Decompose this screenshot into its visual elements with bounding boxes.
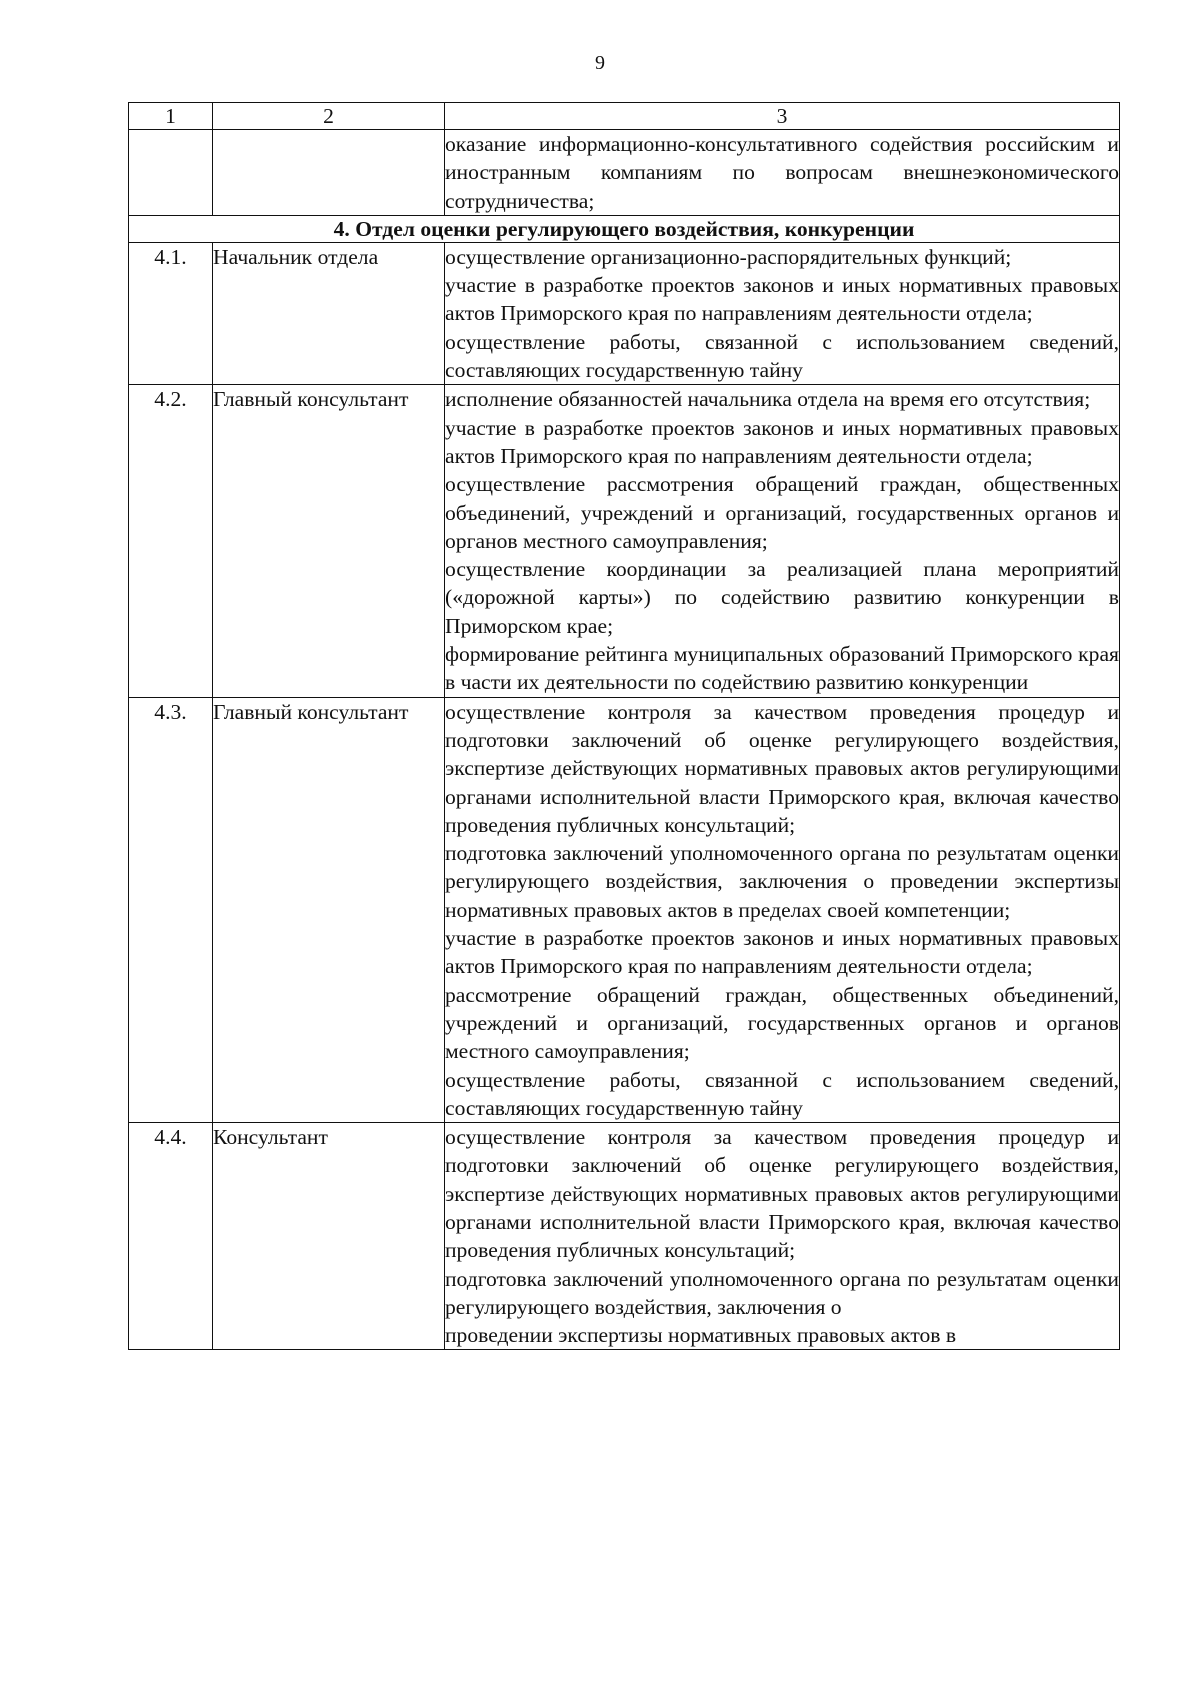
table-row <box>129 385 1120 697</box>
duty-item: оказание информационно-консультативного содействия российским и иностранным компаниям по вопросам внешнеэкономического сотрудничества; <box>445 132 1119 213</box>
table-row <box>129 1123 1120 1350</box>
duty-item: участие в разработке проектов законов и иных нормативных правовых актов Приморского края по направлениям деятельности отдела; <box>445 926 1119 979</box>
duty-item: осуществление работы, связанной с использованием сведений, составляющих государственную тайну <box>445 329 1119 383</box>
continuation-duties-cell <box>445 130 1120 216</box>
continuation-position-cell <box>213 130 445 216</box>
duty-item: подготовка заключений уполномоченного органа по результатам оценки регулирующего воздействия, заключения о проведении экспертизы нормативных правовых актов в пределах своей компетенции; <box>445 841 1119 922</box>
table-row <box>129 242 1120 384</box>
row-duties <box>445 1123 1120 1350</box>
continuation-number-cell <box>129 130 213 216</box>
header-cell-number: 1 <box>129 103 213 130</box>
duty-item: осуществление работы, связанной с использованием сведений, составляющих государственную тайну <box>445 1067 1119 1120</box>
duty-item: осуществление контроля за качеством проведения процедур и подготовки заключений об оценке регулирующего воздействия, экспертизе действующих нормативных правовых актов регулирующими органами исполнительной власти Приморского края, включая качество проведения публичных консультаций; <box>445 699 1119 837</box>
row-duties <box>445 242 1120 384</box>
row-position: Главный консультант <box>213 385 445 697</box>
duty-item: подготовка заключений уполномоченного органа по результатам оценки регулирующего воздействия, заключения о <box>445 1266 1119 1319</box>
page-number: 9 <box>595 52 605 74</box>
duty-item: осуществление координации за реализацией плана мероприятий («дорожной карты») по содействию развитию конкуренции в Приморском крае; <box>445 557 1119 638</box>
table-header-row <box>129 103 1120 130</box>
duty-item: исполнение обязанностей начальника отдела на время его отсутствия; <box>445 387 1091 412</box>
header-cell-position: 2 <box>213 103 445 130</box>
row-position: Главный консультант <box>213 697 445 1122</box>
row-position: Начальник отдела <box>213 242 445 384</box>
duty-item: формирование рейтинга муниципальных образований Приморского края в части их деятельности по содействию развитию конкуренции <box>445 642 1119 695</box>
duty-item: проведении экспертизы нормативных правовых актов в <box>445 1323 957 1348</box>
duty-item: участие в разработке проектов законов и иных нормативных правовых актов Приморского края по направлениям деятельности отдела; <box>445 273 1119 326</box>
row-number: 4.2. <box>129 385 213 697</box>
duty-item: рассмотрение обращений граждан, общественных объединений, учреждений и организаций, государственных органов и органов местного самоуправления; <box>445 982 1119 1064</box>
duty-item: осуществление организационно-распорядительных функций; <box>445 244 1012 269</box>
table-row <box>129 697 1120 1122</box>
row-duties <box>445 697 1120 1122</box>
duty-item: участие в разработке проектов законов и иных нормативных правовых актов Приморского края по направлениям деятельности отдела; <box>445 415 1119 468</box>
duty-item: осуществление контроля за качеством проведения процедур и подготовки заключений об оценке регулирующего воздействия, экспертизе действующих нормативных правовых актов регулирующими органами исполнительной власти Приморского края, включая качество проведения публичных консультаций; <box>445 1125 1119 1263</box>
section-row <box>129 215 1120 242</box>
row-number: 4.1. <box>129 242 213 384</box>
row-number: 4.3. <box>129 697 213 1122</box>
row-position: Консультант <box>213 1123 445 1350</box>
section-title: 4. Отдел оценки регулирующего воздействия, конкуренции <box>129 215 1120 242</box>
row-number: 4.4. <box>129 1123 213 1350</box>
header-cell-duties: 3 <box>445 103 1120 130</box>
duty-item: осуществление рассмотрения обращений граждан, общественных объединений, учреждений и организаций, государственных органов и органов местного самоуправления; <box>445 472 1119 553</box>
continuation-row <box>129 130 1120 216</box>
row-duties <box>445 385 1120 697</box>
duties-table <box>128 102 1120 1350</box>
